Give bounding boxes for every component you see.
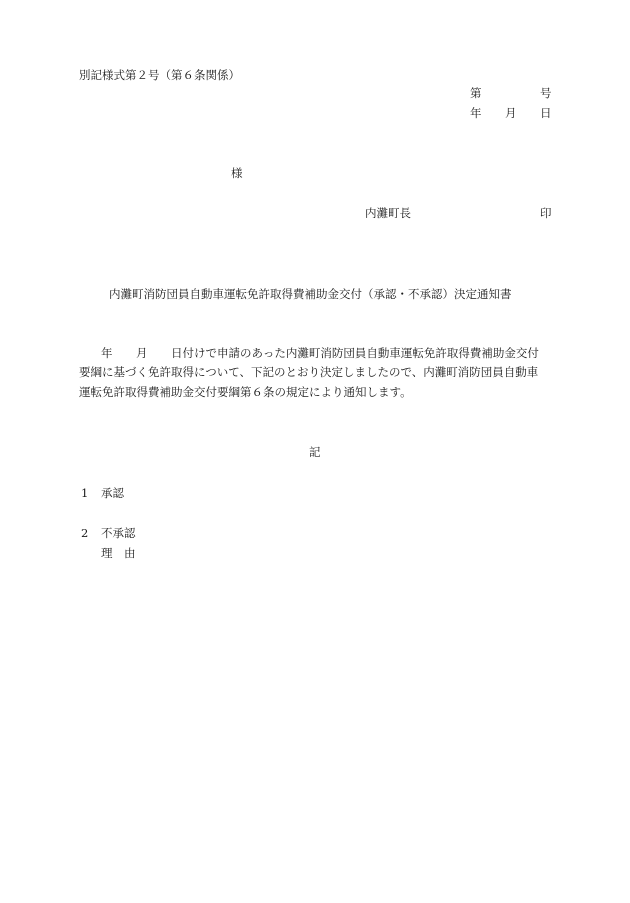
reason-label: 理 由	[101, 546, 136, 560]
form-label: 別記様式第２号（第６条関係）	[79, 68, 240, 82]
ki-heading: 記	[309, 445, 321, 459]
date-day: 日	[540, 106, 552, 120]
item-2-number: 2	[81, 526, 89, 540]
addressee-suffix: 様	[231, 166, 243, 180]
sender-seal: 印	[540, 206, 552, 220]
body-line3: 運転免許取得費補助金交付要綱第６条の規定により通知します。	[79, 385, 412, 399]
date-month: 月	[505, 106, 517, 120]
item-1-number: 1	[81, 486, 89, 500]
date-year: 年	[470, 106, 482, 120]
notice-title: 内灘町消防団員自動車運転免許取得費補助金交付（承認・不承認）決定通知書	[109, 287, 512, 301]
body-year: 年	[101, 346, 113, 360]
body-month: 月	[136, 346, 148, 360]
body-line1-rest: 日付けで申請のあった内灘町消防団員自動車運転免許取得費補助金交付	[171, 346, 539, 360]
doc-number-dai: 第	[470, 86, 482, 100]
sender-title: 内灘町長	[365, 206, 411, 220]
body-line2: 要綱に基づく免許取得について、下記のとおり決定しましたので、内灘町消防団員自動車	[79, 365, 539, 379]
item-1-label: 承認	[101, 486, 124, 500]
doc-number-go: 号	[540, 86, 552, 100]
item-2-label: 不承認	[101, 526, 136, 540]
